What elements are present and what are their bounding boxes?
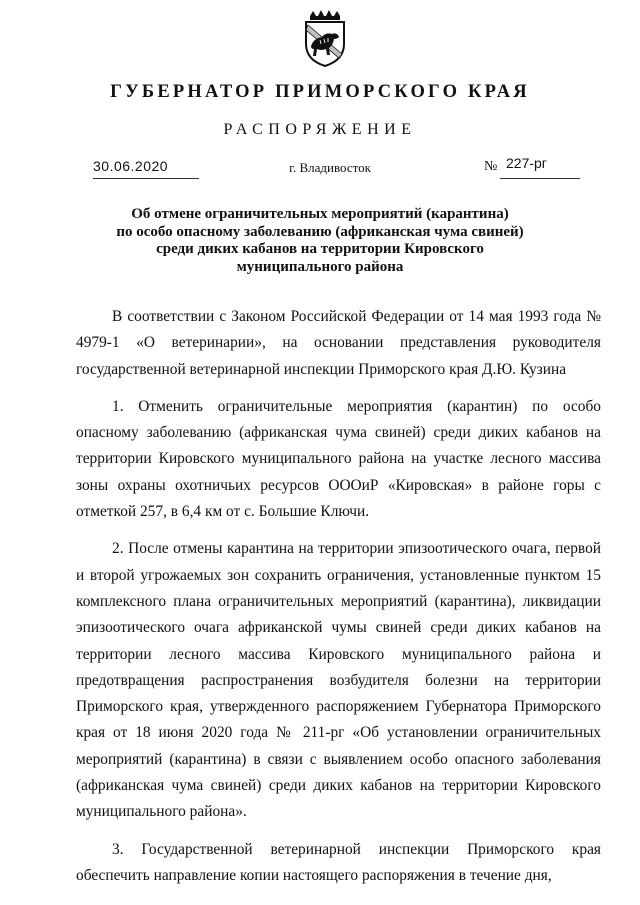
body-paragraph-3: 3. Государственной ветеринарной инспекции Приморского края обеспечить направление копии настоящего распоряжения в течение дня, bbox=[76, 840, 601, 884]
number-sign: № bbox=[484, 159, 498, 174]
number-field bbox=[500, 155, 580, 179]
body-paragraph-2: 2. После отмены карантина на территории эпизоотического очага, первой и второй угрожаемых зон сохранить ограничения, установленные пунктом 15 комплексного плана ограничительных мероприятий (карантина), ликвидации эпизоотического очага африканской чумы свиней среди диких кабанов на территории лесного массива Кировского муниципального района и предотвращения распространения возбудителя болезни на территории Приморского края, утвержденного распоряжением Губернатора Приморского края от 18 июня 2020 года № 211-рг «Об установлении ограничительных мероприятий (карантина) в связи с выявлением особо опасного заболевания (африканская чума свиней) среди диких кабанов на территории Кировского муниципального района». bbox=[76, 540, 601, 821]
document-number: 227-рг bbox=[506, 155, 547, 171]
order-type-label: РАСПОРЯЖЕНИЕ bbox=[223, 121, 417, 138]
document-body bbox=[76, 304, 601, 900]
subject-line: муниципального района bbox=[236, 258, 404, 275]
document-subject bbox=[0, 206, 640, 276]
body-paragraph-preamble: В соответствии с Законом Российской Федерации от 14 мая 1993 года № 4979-1 «О ветеринарии», на основании представления руководителя государственной ветеринарной инспекции Приморского края Д.Ю. Кузина bbox=[76, 308, 601, 378]
document-meta-row bbox=[0, 155, 640, 182]
coat-of-arms-icon bbox=[296, 10, 354, 68]
subject-line: по особо опасному заболеванию (африканская чума свиней) bbox=[116, 223, 524, 240]
body-paragraph-1: 1. Отменить ограничительные мероприятия (карантин) по особо опасному заболеванию (африканская чума свиней) среди диких кабанов на территории Кировского муниципального района на участке лесного массива зоны охраны охотничьих ресурсов ОООиР «Кировская» в районе горы с отметкой 257, в 6,4 км от с. Большие Ключи. bbox=[76, 397, 601, 521]
document-date: 30.06.2020 bbox=[93, 158, 169, 174]
subject-line: Об отмене ограничительных мероприятий (карантина) bbox=[131, 206, 509, 222]
subject-line: среди диких кабанов на территории Кировского bbox=[156, 241, 484, 257]
document-city: г. Владивосток bbox=[289, 160, 371, 175]
document-heading: ГУБЕРНАТОР ПРИМОРСКОГО КРАЯ bbox=[110, 82, 530, 102]
